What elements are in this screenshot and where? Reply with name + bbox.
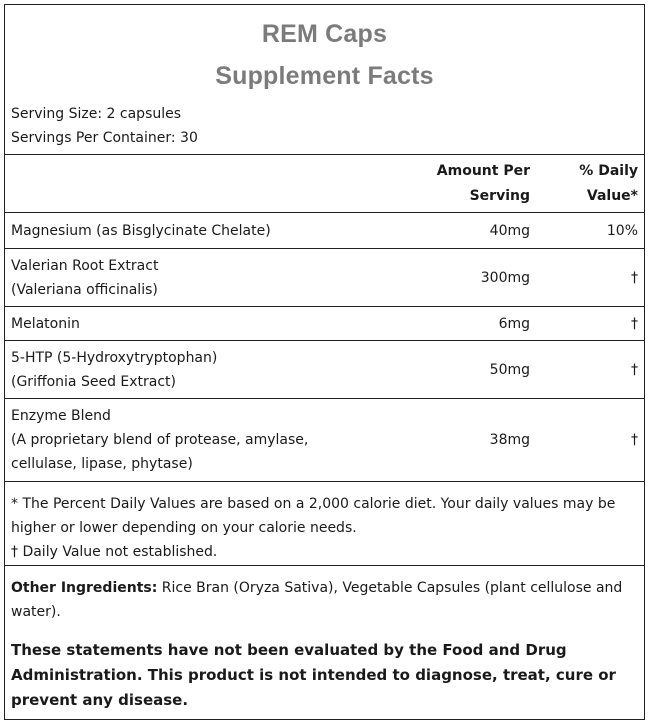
ingredient-name-line: Melatonin [11,315,80,332]
ingredient-daily-value: † [631,361,638,378]
ingredient-name [5,404,370,476]
footnote-line-3: † Daily Value not established. [11,544,218,560]
other-ingredients [5,565,644,621]
header-dv-line1: % Daily [579,162,638,179]
ingredient-amount: 38mg [489,432,530,448]
product-title: REM Caps [261,20,388,48]
header-amount [370,159,530,209]
footnote-line-2: higher or lower depending on your calorie needs. [11,520,357,536]
ingredient-name-line: Valerian Root Extract [11,257,159,274]
ingredient-daily-value: † [631,432,638,448]
ingredient-amount: 300mg [480,269,530,286]
other-ingredients-label: Other Ingredients: [11,580,158,596]
header-amount-line2: Serving [469,187,530,204]
other-ingredients-text: Rice Bran (Oryza Sativa), Vegetable Capsules (plant cellulose and water). [11,580,623,620]
table-row [5,398,644,481]
table-row [5,340,644,398]
table-header [5,154,644,212]
header-daily-value [530,159,644,209]
ingredient-rows [5,212,644,481]
table-row [5,248,644,306]
ingredient-name-line: (Valeriana officinalis) [11,281,158,298]
table-row [5,306,644,340]
ingredient-daily-value: 10% [606,222,638,239]
title-block [5,5,644,102]
ingredient-name-line: (A proprietary blend of protease, amylase, [11,432,309,448]
ingredient-name [5,312,370,336]
footnote-line-1: * The Percent Daily Values are based on a 2,000 calorie diet. Your daily values may be [11,496,616,512]
table-row [5,212,644,248]
fda-disclaimer: These statements have not been evaluated by the Food and Drug Administration. This product is not intended to diagnose, treat, cure or prevent any disease. [11,641,616,709]
ingredient-name-line: 5-HTP (5-Hydroxytryptophan) [11,349,218,366]
footnote [5,481,644,565]
ingredient-name [5,254,370,302]
ingredient-amount: 50mg [489,361,530,378]
facts-heading: Supplement Facts [215,62,434,90]
ingredient-daily-value: † [631,269,638,286]
ingredient-amount: 6mg [498,315,530,332]
ingredient-name [5,219,370,243]
ingredient-name-line: cellulase, lipase, phytase) [11,456,193,472]
header-dv-line2: Value* [586,187,638,204]
servings-per-container: Servings Per Container: 30 [11,130,198,146]
serving-info [5,102,644,154]
ingredient-name-line: Magnesium (as Bisglycinate Chelate) [11,222,271,239]
ingredient-name [5,346,370,394]
ingredient-amount: 40mg [489,222,530,239]
ingredient-name-line: Enzyme Blend [11,408,111,424]
ingredient-daily-value: † [631,315,638,332]
header-amount-line1: Amount Per [436,162,530,179]
serving-size: Serving Size: 2 capsules [11,106,182,122]
supplement-facts-label [4,4,645,720]
ingredient-name-line: (Griffonia Seed Extract) [11,373,177,390]
